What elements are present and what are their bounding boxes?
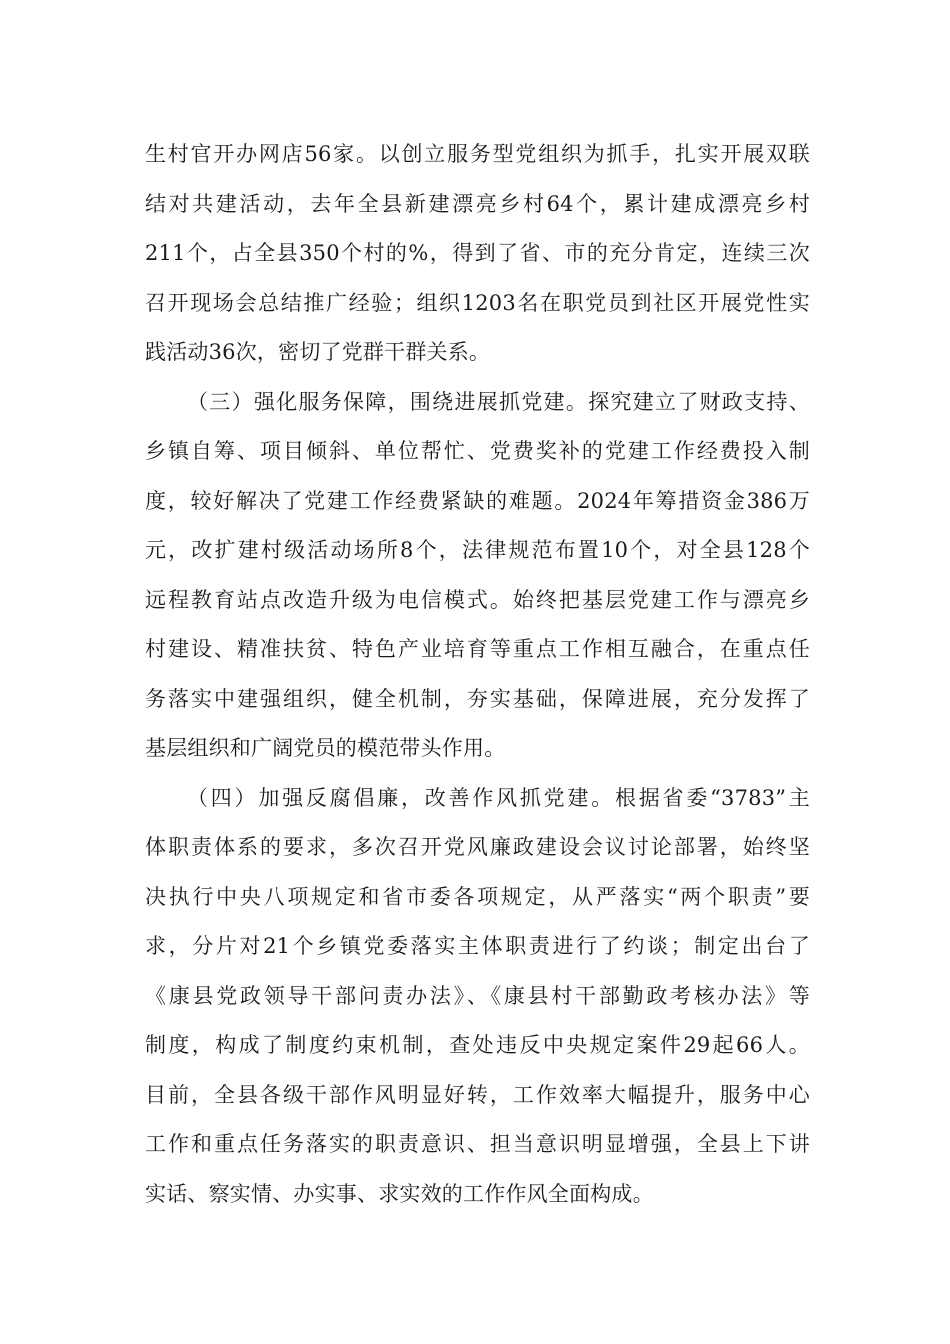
text-line: 践活动36次，密切了党群干群关系。 [145, 340, 491, 364]
text-line: 基层组织和广阔党员的模范带头作用。 [145, 736, 506, 760]
text-line: 实话、察实情、办实事、求实效的工作作风全面构成。 [145, 1181, 654, 1206]
text-line: 结对共建活动，去年全县新建漂亮乡村64个，累计建成漂亮乡村 [145, 191, 810, 216]
text-line: 元，改扩建村级活动场所8个，法律规范布置10个，对全县128个 [145, 538, 810, 562]
text-line: 村建设、精准扶贫、特色产业培育等重点工作相互融合，在重点任 [145, 637, 810, 661]
text-line: 远程教育站点改造升级为电信模式。始终把基层党建工作与漂亮乡 [145, 587, 810, 612]
text-line: 决执行中央八项规定和省市委各项规定，从严落实“两个职责”要 [145, 884, 810, 909]
text-line: 召开现场会总结推广经验；组织1203名在职党员到社区开展党性实 [145, 290, 810, 315]
text-line: 度，较好解决了党建工作经费紧缺的难题。2024年筹措资金386万 [145, 488, 810, 513]
text-line: 211个，占全县350个村的%，得到了省、市的充分肯定，连续三次 [145, 241, 810, 265]
text-line: 《康县党政领导干部问责办法》、《康县村干部勤政考核办法》等 [145, 983, 810, 1008]
paragraph-heading-line: （四）加强反腐倡廉，改善作风抓党建。根据省委“3783”主 [187, 785, 810, 810]
text-line: 务落实中建强组织，健全机制，夯实基础，保障进展，充分发挥了 [145, 686, 810, 711]
paragraph-heading-line: （三）强化服务保障，围绕进展抓党建。探究建立了财政支持、 [187, 389, 810, 414]
text-line: 目前，全县各级干部作风明显好转，工作效率大幅提升，服务中心 [145, 1082, 810, 1107]
text-line: 制度，构成了制度约束机制，查处违反中央规定案件29起66人。 [145, 1033, 810, 1057]
document-body [145, 130, 810, 1219]
text-line: 生村官开办网店56家。以创立服务型党组织为抓手，扎实开展双联 [145, 142, 810, 166]
text-line: 工作和重点任务落实的职责意识、担当意识明显增强，全县上下讲 [145, 1132, 810, 1156]
text-line: 体职责体系的要求，多次召开党风廉政建设会议讨论部署，始终坚 [145, 835, 810, 859]
text-line: 求，分片对21个乡镇党委落实主体职责进行了约谈；制定出台了 [145, 934, 810, 958]
text-line: 乡镇自筹、项目倾斜、单位帮忙、党费奖补的党建工作经费投入制 [145, 439, 810, 463]
